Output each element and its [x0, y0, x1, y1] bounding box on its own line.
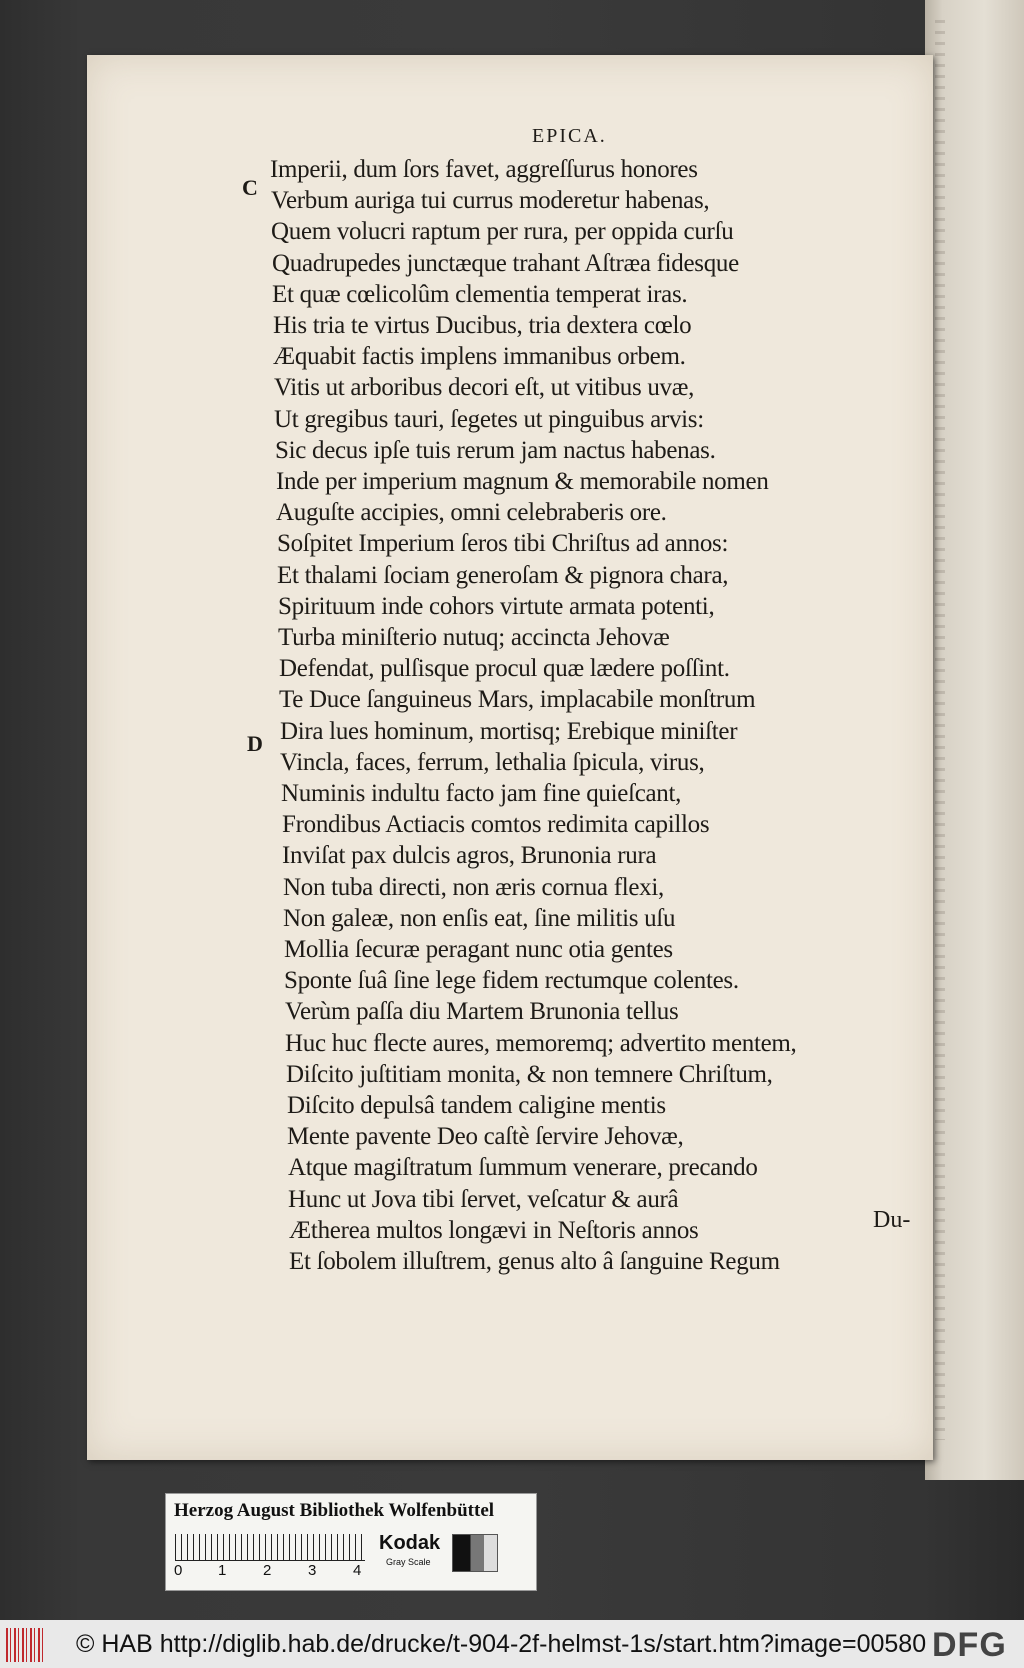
catchword: Du-	[873, 1207, 911, 1233]
verse-line: Huc huc flecte aures, memoremq; advertito mentem,	[285, 1030, 797, 1057]
library-name: Herzog August Bibliothek Wolfenbüttel	[174, 1500, 495, 1521]
library-label	[165, 1493, 537, 1591]
ruler-number: 1	[218, 1562, 227, 1579]
margin-letter-d: D	[247, 731, 263, 756]
verse-line: Diſcito depulsâ tandem caligine mentis	[287, 1092, 666, 1119]
verse-line: His tria te virtus Ducibus, tria dextera cœlo	[273, 312, 692, 339]
footer-bar	[0, 1620, 1024, 1668]
footer-url[interactable]: © HAB http://diglib.hab.de/drucke/t-904-2f-helmst-1s/start.htm?image=00580	[76, 1630, 927, 1658]
verse-line: Frondibus Actiacis comtos redimita capillos	[282, 811, 710, 838]
verse-line: Vincla, faces, ferrum, lethalia ſpicula, virus,	[280, 749, 705, 776]
verse-line: Ut gregibus tauri, ſegetes ut pinguibus arvis:	[274, 406, 704, 433]
verse-line: Verbum auriga tui currus moderetur habenas,	[271, 187, 710, 214]
verse-line: Æquabit factis implens immanibus orbem.	[273, 343, 686, 370]
verse-line: Auguſte accipies, omni celebraberis ore.	[276, 499, 667, 526]
verse-line: Et quæ cœlicolûm clementia temperat iras.	[272, 281, 688, 308]
margin-letter-c: C	[242, 175, 258, 200]
verse-line: Te Duce ſanguineus Mars, implacabile monſtrum	[279, 686, 756, 713]
dfg-logo: DFG	[932, 1626, 1007, 1664]
verse-line: Verùm paſſa diu Martem Brunonia tellus	[285, 998, 679, 1025]
verse-line: Mente pavente Deo caſtè ſervire Jehovæ,	[287, 1123, 684, 1150]
kodak-sublabel: Gray Scale	[386, 1557, 431, 1567]
verse-line: Defendat, pulſisque procul quæ lædere poſſint.	[279, 655, 730, 682]
running-head: EPICA.	[532, 125, 607, 147]
page-edge-shadow	[935, 20, 945, 1440]
ruler-number: 3	[308, 1562, 317, 1579]
verse-line: Et thalami ſociam generoſam & pignora chara,	[277, 562, 729, 589]
ruler-number: 0	[174, 1562, 183, 1579]
verse-line: Non galeæ, non enſis eat, ſine militis uſu	[283, 905, 676, 932]
verse-line: Imperii, dum ſors favet, aggreſſurus honores	[270, 156, 698, 183]
verse-line: Ætherea multos longævi in Neſtoris annos	[289, 1217, 699, 1244]
verse-line: Vitis ut arboribus decori eſt, ut vitibus uvæ,	[274, 374, 695, 401]
verse-line: Mollia ſecuræ peragant nunc otia gentes	[284, 936, 673, 963]
book-page	[87, 55, 933, 1460]
ruler-number: 2	[263, 1562, 272, 1579]
verse-line: Inviſat pax dulcis agros, Brunonia rura	[282, 842, 657, 869]
verse-line: Quem volucri raptum per rura, per oppida curſu	[271, 218, 734, 245]
verse-line: Dira lues hominum, mortisq; Erebique miniſter	[280, 718, 738, 745]
verse-line: Inde per imperium magnum & memorabile nomen	[276, 468, 769, 495]
verse-line: Turba miniſterio nutuq; accincta Jehovæ	[278, 624, 670, 651]
gray-scale-chip	[452, 1534, 498, 1572]
verse-line: Diſcito juſtitiam monita, & non temnere Chriſtum,	[286, 1061, 773, 1088]
verse-line: Sic decus ipſe tuis rerum jam nactus habenas.	[275, 437, 716, 464]
verse-line: Non tuba directi, non æris cornua flexi,	[283, 874, 664, 901]
barcode-icon	[6, 1628, 46, 1662]
verse-line: Soſpitet Imperium ſeros tibi Chriſtus ad annos:	[277, 530, 729, 557]
ruler-scale	[175, 1534, 365, 1561]
ruler-number: 4	[353, 1562, 362, 1579]
verse-line: Et ſobolem illuſtrem, genus alto â ſanguine Regum	[289, 1248, 780, 1275]
verse-line: Quadrupedes junctæque trahant Aſtræa fidesque	[272, 250, 739, 277]
verse-line: Atque magiſtratum ſummum venerare, precando	[288, 1154, 758, 1181]
kodak-label: Kodak	[379, 1532, 441, 1554]
verse-line: Spirituum inde cohors virtute armata potenti,	[278, 593, 715, 620]
verse-line: Numinis indultu facto jam fine quieſcant,	[281, 780, 682, 807]
verse-line: Hunc ut Jova tibi ſervet, veſcatur & aurâ	[288, 1186, 679, 1213]
verse-line: Sponte ſuâ ſine lege fidem rectumque colentes.	[284, 967, 739, 994]
